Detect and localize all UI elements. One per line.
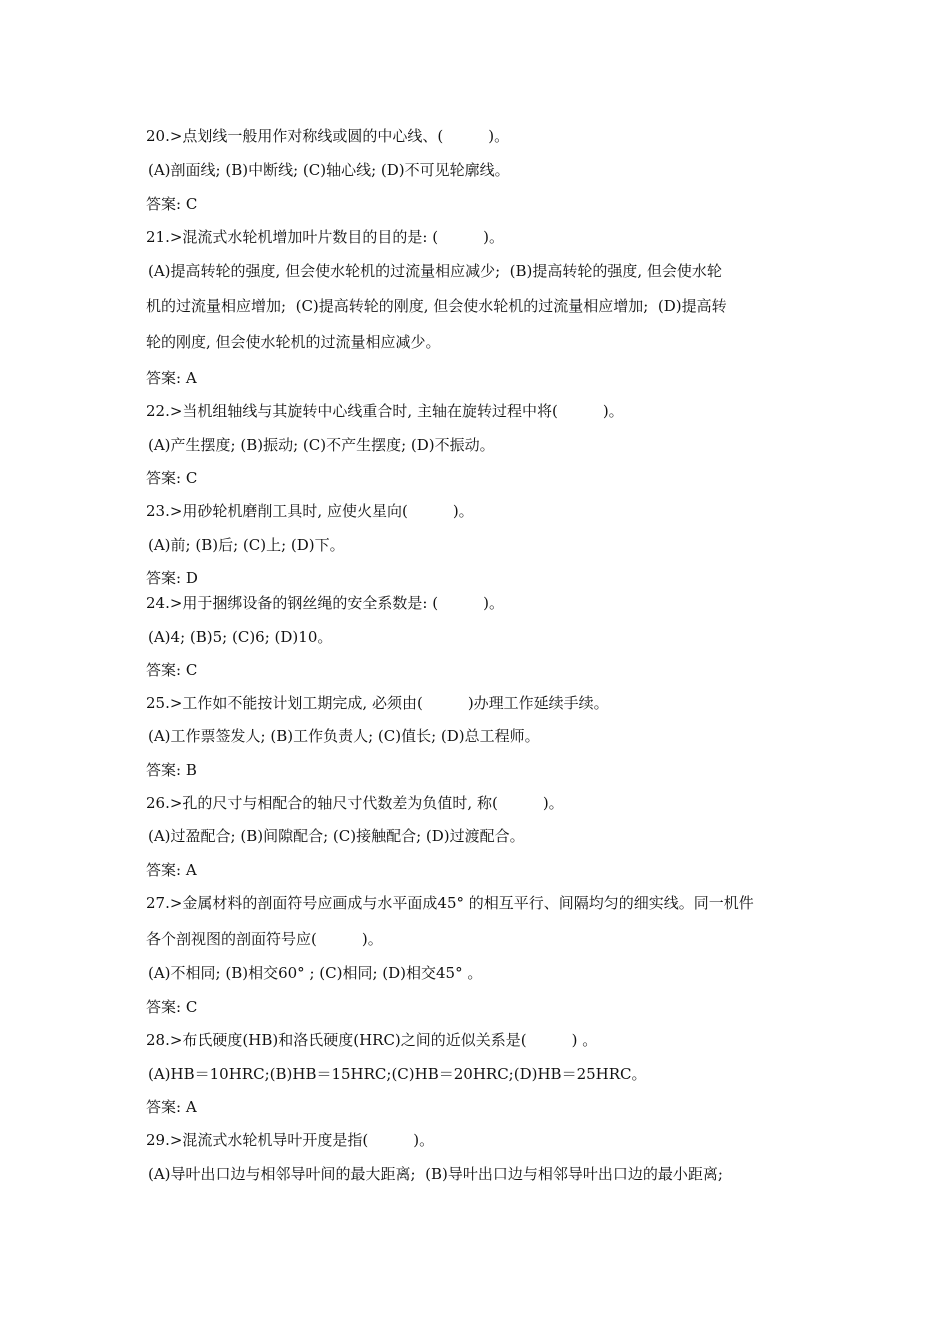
options-28: (A)HB＝10HRC;(B)HB＝15HRC;(C)HB＝20HRC;(D)HB＝25HRC。 xyxy=(148,1065,647,1083)
question-21: 21.>混流式水轮机增加叶片数目的目的是: ( )。 xyxy=(146,228,504,246)
question-25: 25.>工作如不能按计划工期完成, 必须由( )办理工作延续手续。 xyxy=(146,694,609,712)
options-25: (A)工作票签发人; (B)工作负责人; (C)值长; (D)总工程师。 xyxy=(148,727,540,745)
answer-24: 答案: C xyxy=(146,661,198,679)
answer-26: 答案: A xyxy=(146,861,197,879)
options-22: (A)产生摆度; (B)振动; (C)不产生摆度; (D)不振动。 xyxy=(148,436,495,454)
answer-21: 答案: A xyxy=(146,369,197,387)
question-27-line-1: 27.>金属材料的剖面符号应画成与水平面成45° 的相互平行、间隔均匀的细实线。同一机件 xyxy=(146,894,754,912)
options-21-line-2: 机的过流量相应增加; (C)提高转轮的刚度, 但会使水轮机的过流量相应增加; (D)提高转 xyxy=(146,297,727,315)
question-22: 22.>当机组轴线与其旋转中心线重合时, 主轴在旋转过程中将( )。 xyxy=(146,402,624,420)
question-28: 28.>布氏硬度(HB)和洛氏硬度(HRC)之间的近似关系是( ) 。 xyxy=(146,1031,598,1049)
question-23: 23.>用砂轮机磨削工具时, 应使火星向( )。 xyxy=(146,502,474,520)
question-26: 26.>孔的尺寸与相配合的轴尺寸代数差为负值时, 称( )。 xyxy=(146,794,564,812)
answer-28: 答案: A xyxy=(146,1098,197,1116)
answer-23: 答案: D xyxy=(146,569,198,587)
answer-27: 答案: C xyxy=(146,998,198,1016)
question-27-line-2: 各个剖视图的剖面符号应( )。 xyxy=(146,930,383,948)
question-24: 24.>用于捆绑设备的钢丝绳的安全系数是: ( )。 xyxy=(146,594,504,612)
question-29: 29.>混流式水轮机导叶开度是指( )。 xyxy=(146,1131,435,1149)
answer-22: 答案: C xyxy=(146,469,198,487)
options-26: (A)过盈配合; (B)间隙配合; (C)接触配合; (D)过渡配合。 xyxy=(148,827,525,845)
options-24: (A)4; (B)5; (C)6; (D)10。 xyxy=(148,628,333,646)
options-21-line-3: 轮的刚度, 但会使水轮机的过流量相应减少。 xyxy=(146,333,441,351)
answer-20: 答案: C xyxy=(146,195,198,213)
options-23: (A)前; (B)后; (C)上; (D)下。 xyxy=(148,536,345,554)
options-27: (A)不相同; (B)相交60° ; (C)相同; (D)相交45° 。 xyxy=(148,964,483,982)
answer-25: 答案: B xyxy=(146,761,197,779)
question-20: 20.>点划线一般用作对称线或圆的中心线、( )。 xyxy=(146,127,510,145)
options-20: (A)剖面线; (B)中断线; (C)轴心线; (D)不可见轮廓线。 xyxy=(148,161,510,179)
options-29: (A)导叶出口边与相邻导叶间的最大距离; (B)导叶出口边与相邻导叶出口边的最小距离; xyxy=(148,1165,723,1183)
options-21-line-1: (A)提高转轮的强度, 但会使水轮机的过流量相应减少; (B)提高转轮的强度, 但会使水轮 xyxy=(148,262,722,280)
